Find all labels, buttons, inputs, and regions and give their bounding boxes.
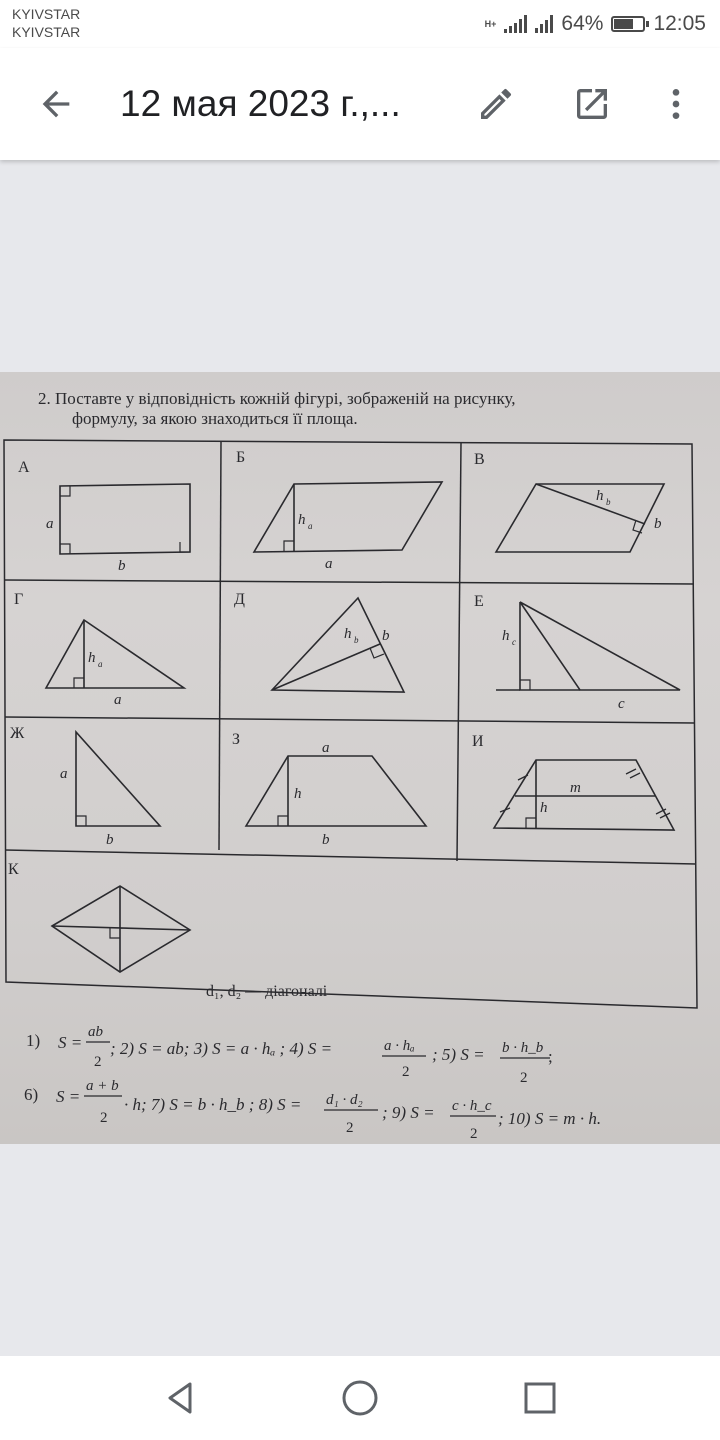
- carrier-2: KYIVSTAR: [12, 24, 81, 40]
- svg-text:a + b: a + b: [86, 1078, 119, 1094]
- system-nav-bar: [0, 1356, 720, 1440]
- figure-right-triangle: [60, 732, 160, 848]
- svg-text:a: a: [114, 692, 122, 708]
- figure-table: [4, 440, 697, 1008]
- cell-letter-k: К: [8, 861, 19, 878]
- edit-button[interactable]: [468, 76, 524, 132]
- open-external-button[interactable]: [564, 76, 620, 132]
- svg-text:b · h_b: b · h_b: [502, 1040, 544, 1056]
- cell-letter-b: Б: [236, 449, 246, 466]
- svg-text:b: b: [654, 516, 662, 532]
- nav-home-button[interactable]: [332, 1370, 388, 1426]
- svg-text:a: a: [46, 516, 54, 532]
- figure-rhombus: [52, 886, 190, 972]
- svg-text:a: a: [98, 659, 103, 669]
- nav-recents-button[interactable]: [512, 1370, 568, 1426]
- figure-parallelogram-hb: [496, 484, 664, 552]
- svg-text:c · h_c: c · h_c: [452, 1098, 492, 1114]
- svg-text:h: h: [502, 628, 510, 644]
- cell-letter-e: Е: [474, 593, 484, 610]
- svg-text:b: b: [118, 558, 126, 574]
- battery-icon: [611, 16, 645, 32]
- attached-photo[interactable]: [0, 372, 720, 1144]
- page-title: 12 мая 2023 г.,...: [120, 83, 401, 124]
- svg-text:h: h: [298, 512, 306, 528]
- cell-letter-zh: Ж: [10, 725, 25, 742]
- svg-text:2: 2: [100, 1110, 108, 1126]
- signal-icon: [504, 15, 527, 33]
- arrow-left-icon: [36, 84, 76, 124]
- svg-text:; 5) S =: ; 5) S =: [432, 1045, 485, 1064]
- formulas: [24, 1024, 601, 1142]
- svg-text:2: 2: [402, 1064, 410, 1080]
- app-toolbar: [0, 48, 720, 160]
- svg-text:;: ;: [548, 1047, 553, 1066]
- signal-icon-2: [535, 15, 553, 33]
- svg-text:b: b: [382, 628, 390, 644]
- nav-home-circle-icon: [340, 1378, 380, 1418]
- svg-text:; 10) S = m · h.: ; 10) S = m · h.: [498, 1109, 602, 1128]
- svg-text:2: 2: [470, 1126, 478, 1142]
- svg-text:2: 2: [520, 1070, 528, 1086]
- nav-back-triangle-icon: [162, 1380, 198, 1416]
- svg-text:S =: S =: [56, 1087, 81, 1106]
- svg-text:h: h: [596, 488, 604, 504]
- svg-text:a: a: [308, 521, 313, 531]
- clock: 12:05: [653, 12, 706, 35]
- cell-letter-i: И: [472, 733, 484, 750]
- svg-text:m: m: [570, 780, 581, 796]
- figure-parallelogram-ha: [254, 482, 442, 572]
- figure-triangle-hb: [272, 598, 404, 692]
- svg-text:d₁ · d₂: d₁ · d₂: [326, 1092, 363, 1108]
- svg-text:· h; 7) S = b · h_b ; 8) S =: · h; 7) S = b · h_b ; 8) S =: [124, 1095, 302, 1114]
- back-button[interactable]: [28, 76, 84, 132]
- cell-letter-v: В: [474, 451, 485, 468]
- svg-text:a · hₐ: a · hₐ: [384, 1038, 415, 1054]
- figure-rectangle: [46, 484, 190, 574]
- svg-text:1): 1): [26, 1031, 41, 1050]
- carrier-1: KYIVSTAR: [12, 6, 81, 22]
- figure-trapezoid-midline: [494, 760, 674, 830]
- svg-text:h: h: [294, 786, 302, 802]
- figure-triangle-ha: [46, 620, 184, 708]
- svg-text:h: h: [540, 800, 548, 816]
- battery-percent: 64%: [561, 12, 604, 35]
- svg-text:a: a: [325, 556, 333, 572]
- svg-text:b: b: [606, 497, 611, 507]
- svg-text:b: b: [354, 635, 359, 645]
- figure-trapezoid: [246, 740, 426, 848]
- svg-text:a: a: [322, 740, 330, 756]
- svg-text:h: h: [344, 626, 352, 642]
- cell-letter-z: З: [232, 731, 241, 748]
- task-header-line-1: 2. Поставте у відповідність кожній фігурі, зображеній на рисунку,: [38, 389, 516, 408]
- figure-triangle-hc: [496, 602, 680, 712]
- svg-text:c: c: [618, 696, 625, 712]
- network-type: H+: [484, 19, 497, 29]
- svg-text:a: a: [60, 766, 68, 782]
- svg-text:c: c: [512, 637, 516, 647]
- svg-text:S =: S =: [58, 1033, 83, 1052]
- status-bar: [0, 0, 720, 48]
- svg-text:; 9) S =: ; 9) S =: [382, 1103, 435, 1122]
- more-options-button[interactable]: [648, 76, 704, 132]
- carrier-labels: [12, 5, 80, 41]
- nav-back-button[interactable]: [152, 1370, 208, 1426]
- cell-letter-a: А: [18, 459, 30, 476]
- pencil-icon: [476, 84, 516, 124]
- cell-letter-g: Г: [14, 591, 24, 608]
- svg-text:ab: ab: [88, 1024, 103, 1040]
- more-vert-icon: [656, 84, 696, 124]
- svg-text:6): 6): [24, 1085, 39, 1104]
- nav-recents-square-icon: [522, 1380, 558, 1416]
- svg-text:; 2) S = ab; 3) S = a · hₐ ; 4: ; 2) S = ab; 3) S = a · hₐ ; 4) S =: [110, 1039, 333, 1058]
- open-in-new-icon: [572, 84, 612, 124]
- svg-text:2: 2: [346, 1120, 354, 1136]
- task-header-line-2: формулу, за якою знаходиться її площа.: [72, 409, 358, 428]
- svg-text:b: b: [322, 832, 330, 848]
- cell-letter-d: Д: [234, 591, 245, 608]
- diagonals-caption: d₁, d₂ — діагоналі: [206, 983, 328, 1000]
- svg-text:h: h: [88, 650, 96, 666]
- svg-text:b: b: [106, 832, 114, 848]
- svg-text:2: 2: [94, 1054, 102, 1070]
